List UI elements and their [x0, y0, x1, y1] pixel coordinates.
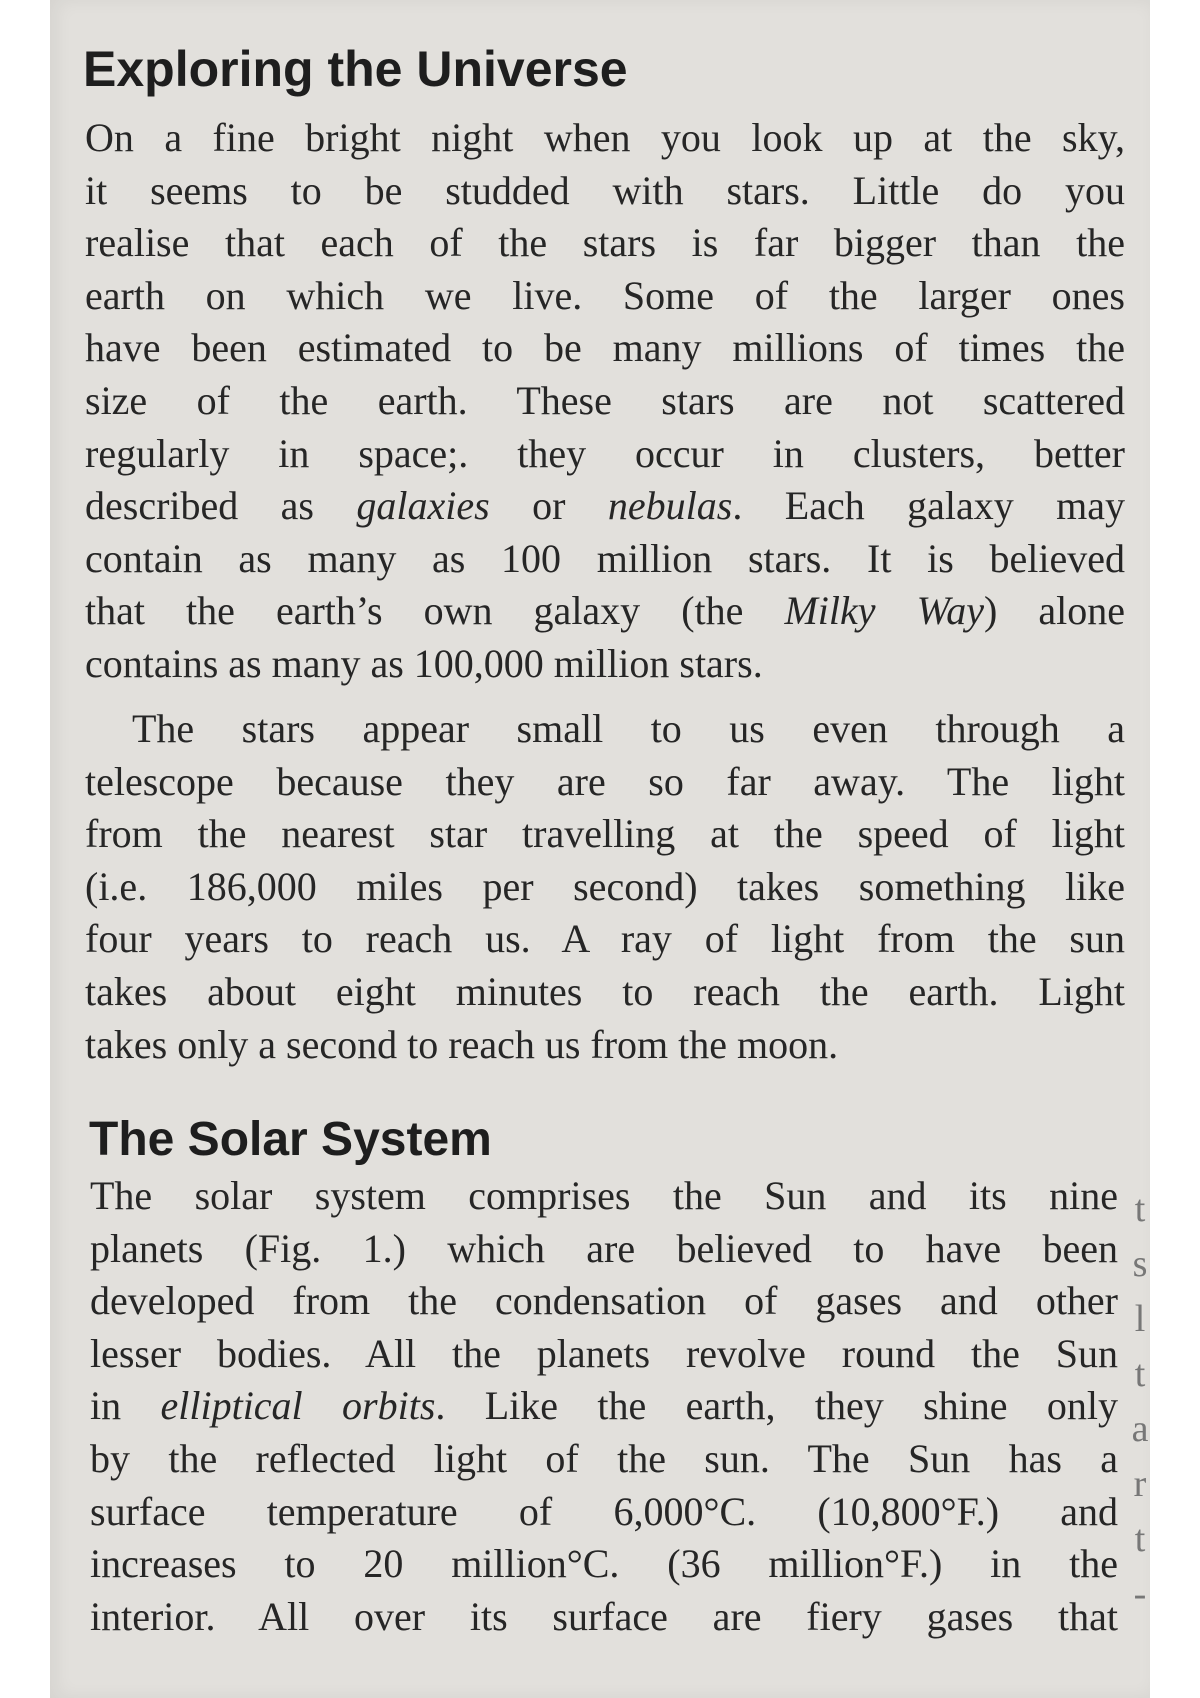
text-line: (i.e. 186,000 miles per second) takes something like	[85, 863, 1125, 909]
facing-page-edge-letter: -	[1133, 1573, 1147, 1615]
paragraph-stars	[85, 112, 1125, 691]
text-line: regularly in space;. they occur in clusters, better	[85, 430, 1125, 476]
text-line: interior. All over its surface are fiery gases that	[90, 1593, 1118, 1639]
facing-page-edge-letter: l	[1134, 1298, 1146, 1340]
text-line: have been estimated to be many millions of times the	[85, 325, 1125, 371]
term-nebulas: nebulas	[607, 483, 733, 529]
term-milky-way: Milky Way	[784, 588, 984, 634]
book-page	[50, 0, 1150, 1698]
paragraph-solar-system	[90, 1170, 1118, 1643]
text-line: size of the earth. These stars are not scattered	[85, 377, 1125, 423]
text-line: telescope because they are so far away. The light	[85, 758, 1125, 804]
facing-page-edge-letter: a	[1131, 1408, 1149, 1450]
text-line: takes about eight minutes to reach the earth. Light	[85, 968, 1125, 1014]
text-line: it seems to be studded with stars. Little do you	[85, 167, 1125, 213]
text-line: developed from the condensation of gases and other	[90, 1278, 1118, 1324]
text-line: The stars appear small to us even through a	[132, 706, 1125, 751]
text-line: by the reflected light of the sun. The Sun has a	[90, 1435, 1118, 1481]
text-line: surface temperature of 6,000°C. (10,800°F.) and	[90, 1488, 1118, 1534]
text-line: takes only a second to reach us from the moon.	[85, 1021, 839, 1067]
text-line: planets (Fig. 1.) which are believed to have been	[90, 1225, 1118, 1271]
text-line: that the earth’s own galaxy (the Milky Way) alone	[85, 588, 1125, 634]
facing-page-edge-letter: t	[1134, 1188, 1146, 1230]
text-line: contains as many as 100,000 million stars.	[85, 640, 763, 686]
facing-page-edge-letter: t	[1134, 1353, 1146, 1395]
text-line: four years to reach us. A ray of light from the sun	[85, 916, 1125, 962]
facing-page-edge-letter: t	[1134, 1518, 1146, 1560]
term-elliptical-orbits: elliptical orbits	[160, 1383, 436, 1429]
text-line: realise that each of the stars is far bigger than the	[85, 220, 1125, 266]
text-line: On a fine bright night when you look up at the sky,	[85, 115, 1125, 160]
text-line: described as galaxies or nebulas. Each galaxy may	[85, 483, 1126, 529]
term-galaxies: galaxies	[356, 483, 490, 529]
section-heading-exploring-the-universe: Exploring the Universe	[83, 41, 628, 97]
text-line: lesser bodies. All the planets revolve round the Sun	[90, 1330, 1118, 1376]
paragraph-light-travel	[85, 703, 1125, 1071]
text-line: The solar system comprises the Sun and its nine	[90, 1173, 1118, 1218]
facing-page-edge-letter: r	[1133, 1463, 1147, 1505]
text-line: from the nearest star travelling at the speed of light	[85, 811, 1125, 857]
text-line: contain as many as 100 million stars. It is believed	[85, 535, 1125, 581]
facing-page-edge-letter: s	[1132, 1243, 1148, 1285]
text-line: in elliptical orbits. Like the earth, they shine only	[90, 1383, 1119, 1429]
section-heading-solar-system: The Solar System	[89, 1113, 492, 1166]
text-line: earth on which we live. Some of the larger ones	[85, 272, 1125, 318]
text-line: increases to 20 million°C. (36 million°F.) in the	[90, 1541, 1118, 1587]
